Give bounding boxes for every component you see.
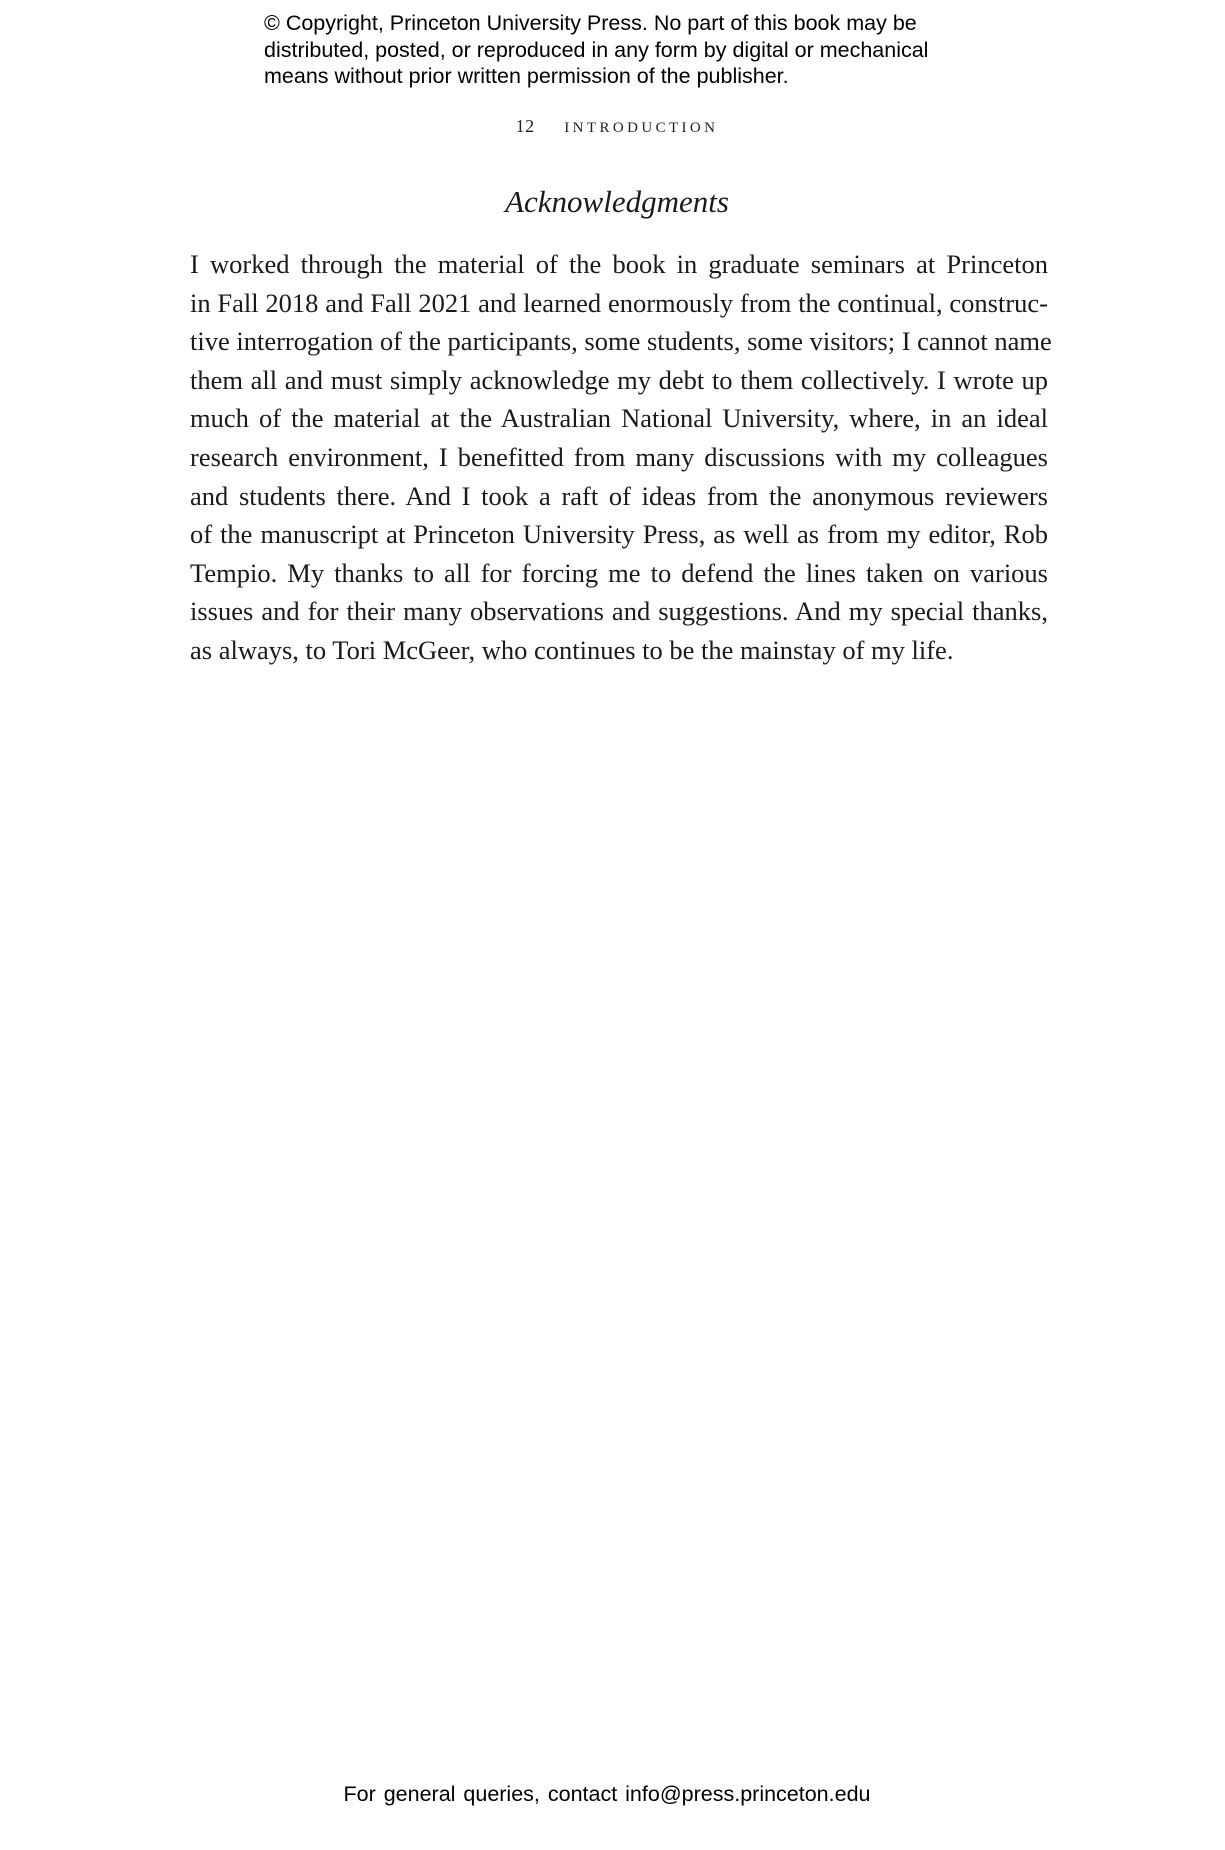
copyright-line: means without prior written permission of the publisher. <box>264 64 789 88</box>
paragraph-line: and students there. And I took a raft of ideas from the anonymous reviewers <box>190 480 1048 511</box>
page-number: 12 <box>515 116 535 136</box>
footer-contact: For general queries, contact info@press.princeton.edu <box>343 1782 871 1806</box>
paragraph-line: much of the material at the Australian National University, where, in an ideal <box>190 403 1048 434</box>
paragraph-line: in Fall 2018 and Fall 2021 and learned enormously from the continual, construc- <box>190 287 1048 318</box>
running-head-section: introduction <box>564 112 719 137</box>
paragraph-line: I worked through the material of the book in graduate seminars at Princeton <box>190 249 1048 279</box>
paragraph-line: Tempio. My thanks to all for forcing me to defend the lines taken on various <box>190 557 1048 588</box>
acknowledgments-paragraph <box>190 245 1052 670</box>
section-heading: Acknowledgments <box>505 184 729 219</box>
paragraph-line: issues and for their many observations and suggestions. And my special thanks, <box>190 596 1048 627</box>
paragraph-line: as always, to Tori McGeer, who continues to be the mainstay of my life. <box>190 634 954 665</box>
copyright-line: distributed, posted, or reproduced in any form by digital or mechanical <box>264 37 929 62</box>
copyright-notice <box>264 10 984 90</box>
paragraph-line: research environment, I benefitted from many discussions with my colleagues <box>190 441 1048 472</box>
paragraph-line: of the manuscript at Princeton University Press, as well as from my editor, Rob <box>190 519 1048 550</box>
running-head <box>0 112 1225 138</box>
paragraph-line: tive interrogation of the participants, some students, some visitors; I cannot name <box>190 326 1052 357</box>
paragraph-line: them all and must simply acknowledge my debt to them collectively. I wrote up <box>190 364 1048 395</box>
copyright-line: © Copyright, Princeton University Press. No part of this book may be <box>264 11 917 35</box>
